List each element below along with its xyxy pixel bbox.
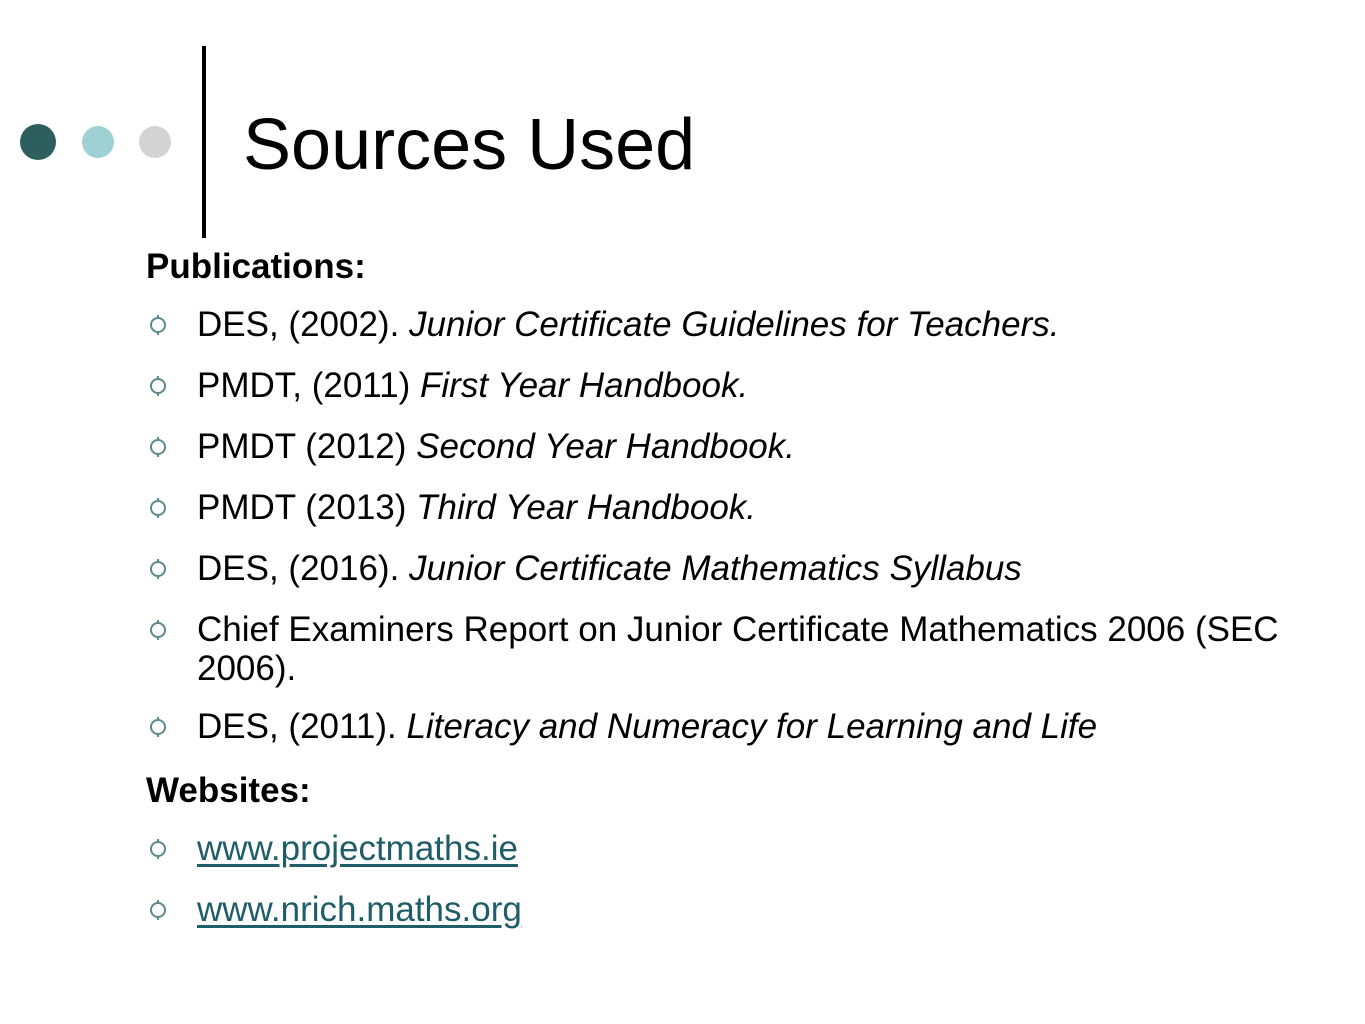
publication-lead: PMDT, (2011) [197, 366, 421, 405]
publication-item [146, 366, 1326, 406]
sun-bullet-icon [148, 376, 168, 396]
publication-item [146, 305, 1326, 345]
sun-bullet-icon [148, 437, 168, 457]
decor-dot-gray [139, 126, 171, 158]
publication-item [146, 488, 1326, 528]
publication-title: Junior Certificate Guidelines for Teachers. [409, 305, 1060, 344]
publications-heading: Publications: [146, 247, 366, 286]
decor-dot-dark [20, 124, 56, 160]
website-item [146, 890, 1326, 930]
website-link-projectmaths[interactable]: www.projectmaths.ie [197, 829, 518, 868]
decor-dot-light [82, 126, 114, 158]
website-link-nrich[interactable]: www.nrich.maths.org [197, 890, 522, 929]
website-item [146, 829, 1326, 869]
publication-lead: PMDT (2012) [197, 427, 417, 466]
publication-title: Junior Certificate Mathematics Syllabus [409, 549, 1022, 588]
publication-lead: DES, (2002). [197, 305, 410, 344]
sun-bullet-icon [148, 559, 168, 579]
slide-body [146, 244, 1326, 951]
publication-item [146, 549, 1326, 589]
sun-bullet-icon [148, 839, 168, 859]
publication-title: Third Year Handbook. [416, 488, 757, 527]
publication-lead: PMDT (2013) [197, 488, 417, 527]
sun-bullet-icon [148, 717, 168, 737]
publication-title: First Year Handbook. [420, 366, 749, 405]
publication-item [146, 427, 1326, 467]
sun-bullet-icon [148, 900, 168, 920]
publication-item [146, 707, 1326, 747]
sun-bullet-icon [148, 315, 168, 335]
publication-lead: DES, (2011). [197, 707, 407, 746]
sun-bullet-icon [148, 620, 168, 640]
publication-title: Literacy and Numeracy for Learning and Life [406, 707, 1098, 746]
sun-bullet-icon [148, 498, 168, 518]
publication-lead: DES, (2016). [197, 549, 410, 588]
publication-text: Chief Examiners Report on Junior Certificate Mathematics 2006 (SEC 2006). [197, 610, 1279, 688]
websites-heading: Websites: [146, 771, 311, 810]
publication-item [146, 610, 1326, 688]
title-divider [202, 46, 206, 238]
slide-title: Sources Used [243, 105, 696, 185]
publication-title: Second Year Handbook. [416, 427, 795, 466]
